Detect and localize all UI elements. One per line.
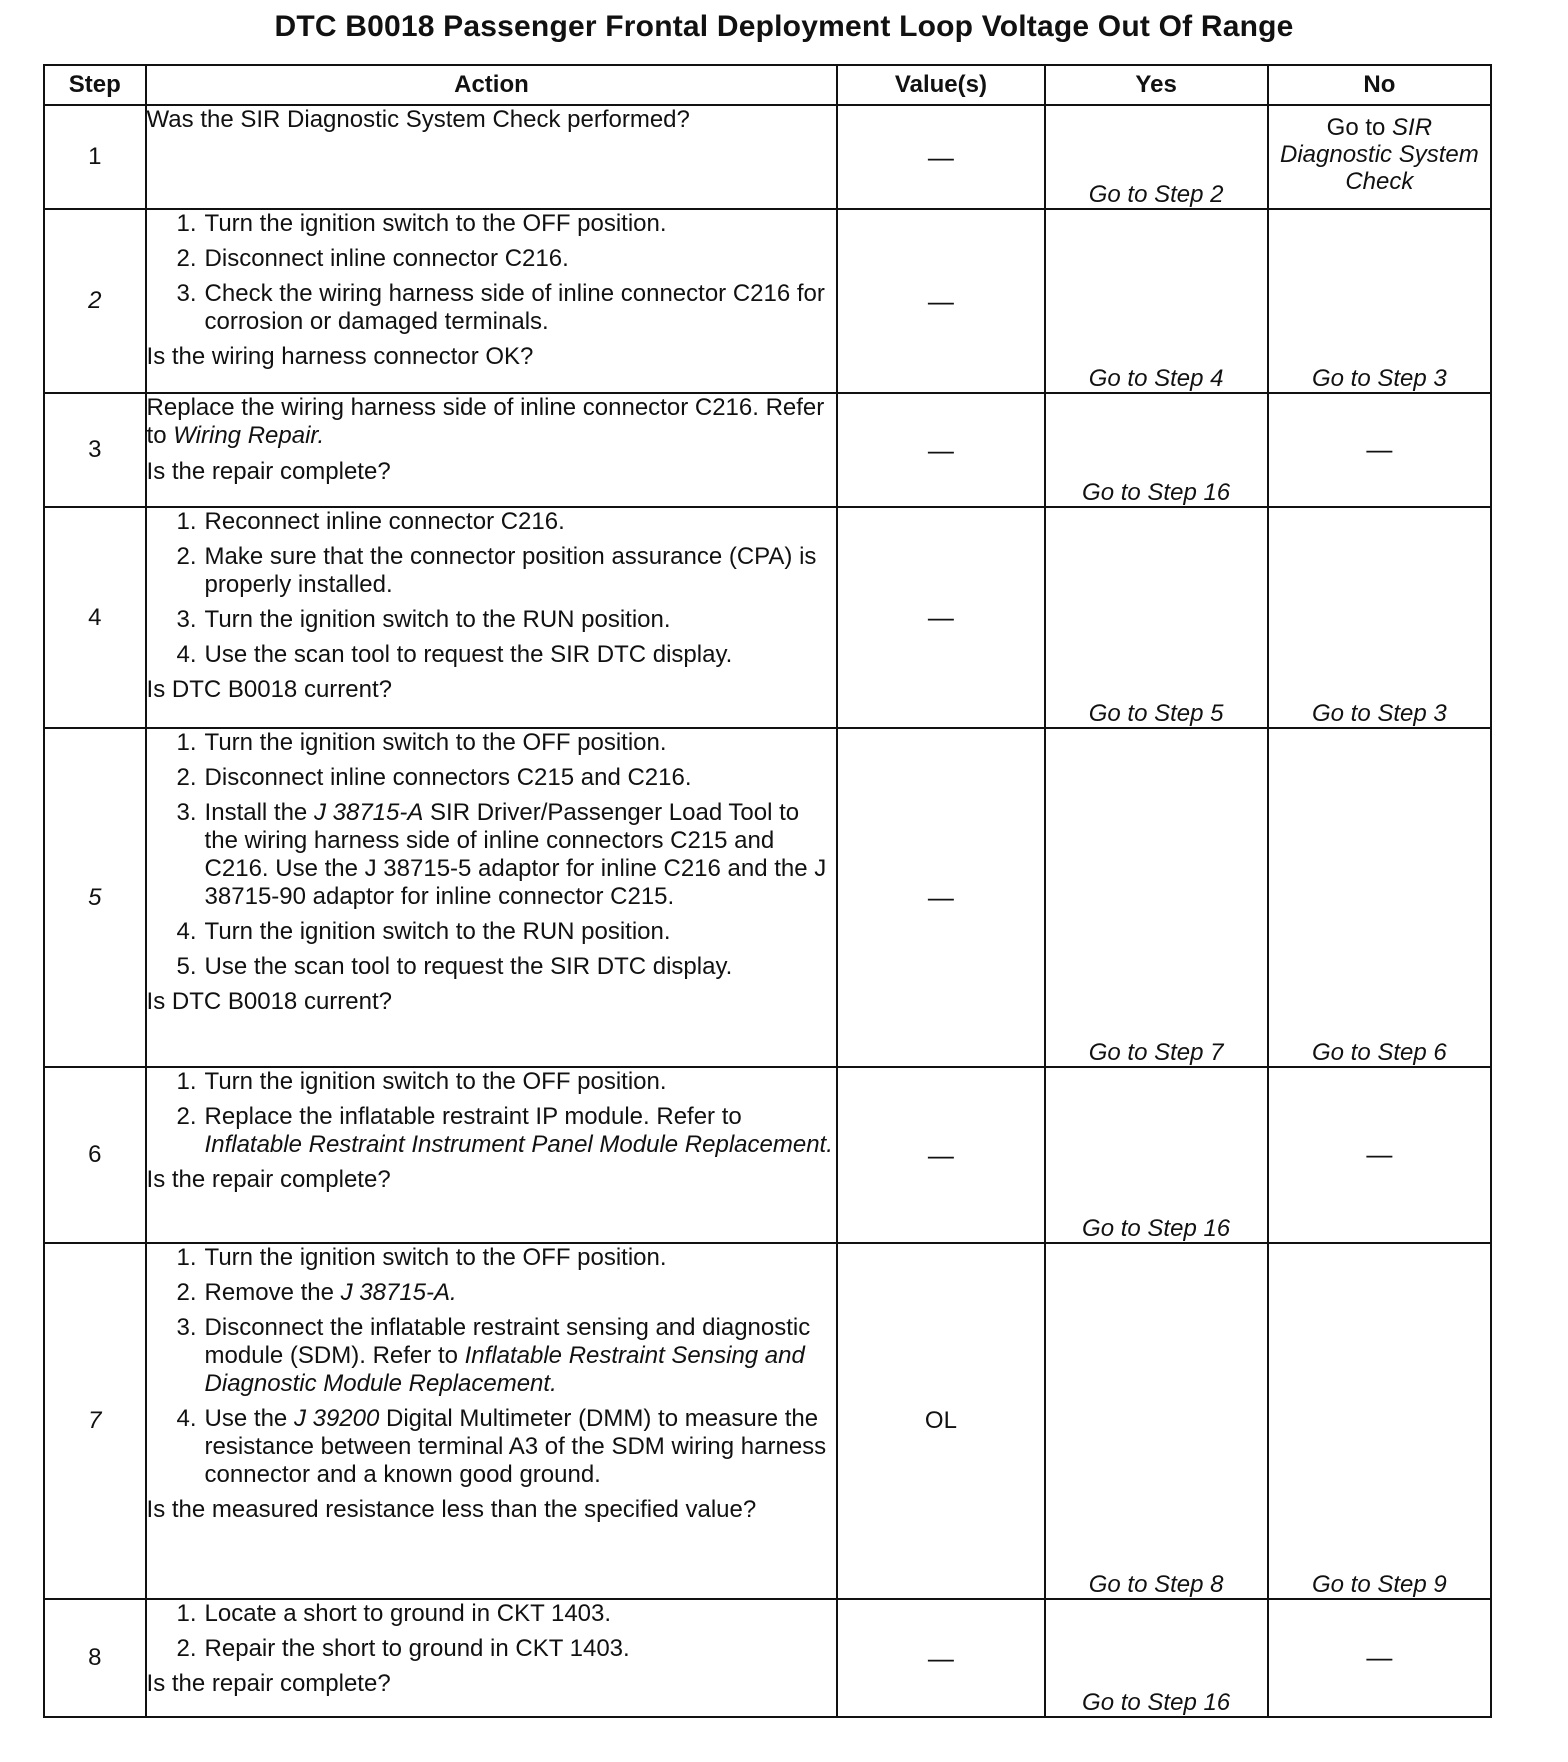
list-item: 1. Reconnect inline connector C216. bbox=[147, 508, 837, 536]
yes-goto-link[interactable]: Go to Step 16 bbox=[1082, 1215, 1231, 1242]
value-text: — bbox=[927, 141, 954, 172]
instruction-text: Digital Multimeter (DMM) to measure the resistance between terminal A3 of the SDM wiring harness connector and a known good ground. bbox=[204, 1405, 827, 1488]
yes-goto-link[interactable]: Go to Step 16 bbox=[1082, 479, 1231, 506]
action-cell bbox=[146, 1243, 838, 1599]
value-cell bbox=[837, 1067, 1044, 1243]
no-goto-link[interactable]: Go to Step 3 bbox=[1311, 700, 1447, 727]
table-row bbox=[44, 1243, 1491, 1599]
action-steps-list bbox=[147, 508, 837, 669]
action-cell bbox=[146, 507, 838, 728]
value-cell bbox=[837, 507, 1044, 728]
list-item-text: Turn the ignition switch to the OFF position. bbox=[204, 729, 667, 756]
tool-name: J 38715-A bbox=[313, 799, 424, 826]
yes-goto-link[interactable]: Go to Step 2 bbox=[1088, 181, 1224, 208]
step-number bbox=[44, 1599, 146, 1717]
list-item-text bbox=[205, 1103, 837, 1159]
instruction-text: Replace the inflatable restraint IP module. Refer to bbox=[204, 1103, 742, 1130]
action-question: Is the measured resistance less than the specified value? bbox=[146, 1496, 757, 1523]
yes-goto-link[interactable]: Go to Step 4 bbox=[1088, 365, 1224, 392]
action-steps-list bbox=[147, 210, 837, 336]
instruction-text: Replace the wiring harness side of inline connector C216. bbox=[146, 394, 759, 421]
step-number-text: 8 bbox=[88, 1644, 102, 1671]
step-number-text: 7 bbox=[88, 1407, 102, 1434]
action-cell bbox=[146, 105, 838, 209]
action-cell bbox=[146, 209, 838, 393]
no-cell bbox=[1268, 728, 1491, 1067]
list-item: 3. Disconnect the inflatable restraint sensing and diagnostic module (SDM). Refer to Inflatable Restraint Sensing and Diagnostic Module Replacement. bbox=[147, 1314, 837, 1398]
instruction-refer: Refer to bbox=[146, 394, 825, 449]
step-number-text: 3 bbox=[88, 436, 102, 463]
list-item: 2. Replace the inflatable restraint IP module. Refer to Inflatable Restraint Instrument Panel Module Replacement. bbox=[147, 1103, 837, 1159]
no-goto-prefix: Go to bbox=[1326, 114, 1386, 141]
list-item-text: Turn the ignition switch to the RUN position. bbox=[204, 918, 671, 945]
step-number bbox=[44, 209, 146, 393]
list-item-text bbox=[205, 1405, 837, 1489]
step-number-text: 5 bbox=[88, 883, 102, 911]
list-item: 3. Turn the ignition switch to the RUN position. bbox=[147, 606, 837, 634]
reference-link[interactable]: Inflatable Restraint Sensing and Diagnostic Module Replacement. bbox=[204, 1342, 805, 1397]
no-cell bbox=[1268, 1067, 1491, 1243]
list-item-text: Disconnect inline connector C216. bbox=[204, 245, 569, 272]
value-cell bbox=[837, 105, 1044, 209]
instruction-text: Use the bbox=[204, 1405, 288, 1432]
list-item: 2. Disconnect inline connector C216. bbox=[147, 245, 837, 273]
step-number-text: 6 bbox=[88, 1141, 102, 1168]
action-cell bbox=[146, 1599, 838, 1717]
list-item-text: Turn the ignition switch to the OFF position. bbox=[204, 1068, 667, 1095]
list-item-text: Use the scan tool to request the SIR DTC display. bbox=[204, 953, 733, 980]
step-number bbox=[44, 728, 146, 1067]
value-text: — bbox=[927, 1139, 954, 1170]
list-item-text: Check the wiring harness side of inline connector C216 for corrosion or damaged terminals. bbox=[204, 280, 825, 335]
list-item: 2. Disconnect inline connectors C215 and C216. bbox=[147, 764, 837, 792]
instruction-text: Remove the bbox=[204, 1279, 334, 1306]
yes-cell bbox=[1045, 728, 1268, 1067]
list-item: 1. Turn the ignition switch to the OFF position. bbox=[147, 210, 837, 238]
action-steps-list bbox=[147, 1068, 837, 1159]
no-cell bbox=[1268, 1599, 1491, 1717]
table-header-row bbox=[44, 65, 1491, 105]
action-question: Is the repair complete? bbox=[146, 1166, 391, 1193]
list-item-text: Turn the ignition switch to the OFF position. bbox=[204, 1244, 667, 1271]
value-cell bbox=[837, 393, 1044, 507]
list-item: 5. Use the scan tool to request the SIR DTC display. bbox=[147, 953, 837, 981]
step-number bbox=[44, 393, 146, 507]
no-cell bbox=[1268, 393, 1491, 507]
yes-cell bbox=[1045, 1243, 1268, 1599]
list-item: 1. Turn the ignition switch to the OFF position. bbox=[147, 1244, 837, 1272]
page-title: DTC B0018 Passenger Frontal Deployment Loop Voltage Out Of Range bbox=[274, 10, 1294, 43]
table-row bbox=[44, 209, 1491, 393]
action-instruction bbox=[147, 394, 837, 450]
instruction-text: Disconnect the inflatable restraint sensing and diagnostic module (SDM). Refer to bbox=[204, 1314, 811, 1369]
no-value-text: — bbox=[1366, 1139, 1393, 1169]
step-number bbox=[44, 1067, 146, 1243]
header-action: Action bbox=[146, 65, 838, 105]
yes-cell bbox=[1045, 507, 1268, 728]
action-question: Was the SIR Diagnostic System Check performed? bbox=[146, 106, 690, 133]
list-item-text: Make sure that the connector position assurance (CPA) is properly installed. bbox=[204, 543, 817, 598]
yes-cell bbox=[1045, 209, 1268, 393]
list-item-text: Turn the ignition switch to the OFF position. bbox=[204, 210, 667, 237]
action-steps-list bbox=[147, 729, 837, 981]
list-item: 3. Check the wiring harness side of inline connector C216 for corrosion or damaged terminals. bbox=[147, 280, 837, 336]
no-goto-link[interactable]: SIR Diagnostic System Check bbox=[1279, 114, 1479, 195]
action-steps-list bbox=[147, 1600, 837, 1663]
step-number-text: 4 bbox=[88, 603, 102, 631]
yes-goto-link[interactable]: Go to Step 16 bbox=[1082, 1689, 1231, 1716]
list-item-text: Locate a short to ground in CKT 1403. bbox=[204, 1600, 612, 1627]
list-item: 1. Turn the ignition switch to the OFF position. bbox=[147, 1068, 837, 1096]
list-item: 4. Use the scan tool to request the SIR DTC display. bbox=[147, 641, 837, 669]
no-value-text: — bbox=[1366, 434, 1393, 464]
action-question: Is DTC B0018 current? bbox=[146, 988, 392, 1015]
value-text: OL bbox=[924, 1407, 957, 1434]
action-cell bbox=[146, 393, 838, 507]
action-cell bbox=[146, 728, 838, 1067]
action-question: Is the repair complete? bbox=[146, 1670, 391, 1697]
yes-goto-link[interactable]: Go to Step 7 bbox=[1088, 1039, 1224, 1066]
tool-name: J 39200 bbox=[293, 1405, 380, 1432]
list-item-text: Turn the ignition switch to the RUN position. bbox=[204, 606, 671, 633]
no-goto-link[interactable]: Go to Step 6 bbox=[1311, 1039, 1447, 1066]
step-number-text: 1 bbox=[88, 143, 102, 170]
table-row bbox=[44, 393, 1491, 507]
value-cell bbox=[837, 1243, 1044, 1599]
step-number bbox=[44, 1243, 146, 1599]
value-cell bbox=[837, 728, 1044, 1067]
action-question: Is the wiring harness connector OK? bbox=[146, 343, 534, 370]
value-text: — bbox=[927, 434, 954, 465]
action-question: Is DTC B0018 current? bbox=[146, 676, 392, 703]
no-cell bbox=[1268, 209, 1491, 393]
list-item: 4. Use the J 39200 Digital Multimeter (DMM) to measure the resistance between terminal A3 of the SDM wiring harness connector and a known good ground. bbox=[147, 1405, 837, 1489]
no-cell bbox=[1268, 507, 1491, 728]
no-goto-link[interactable]: Go to Step 9 bbox=[1311, 1571, 1447, 1598]
value-cell bbox=[837, 1599, 1044, 1717]
step-number-text: 2 bbox=[88, 287, 102, 314]
table-row bbox=[44, 105, 1491, 209]
no-cell bbox=[1268, 1243, 1491, 1599]
header-step: Step bbox=[44, 65, 146, 105]
list-item-text bbox=[205, 1314, 837, 1398]
instruction-text: Install the bbox=[204, 799, 308, 826]
no-value-text: — bbox=[1366, 1642, 1393, 1672]
no-goto-link[interactable]: Go to Step 3 bbox=[1311, 365, 1447, 392]
list-item-text: Disconnect inline connectors C215 and C216. bbox=[204, 764, 692, 791]
action-cell bbox=[146, 1067, 838, 1243]
list-item: 2. Remove the J 38715-A. bbox=[147, 1279, 837, 1307]
value-text: — bbox=[927, 1642, 954, 1673]
instruction-text: SIR Driver/Passenger Load Tool to the wiring harness side of inline connectors C215 and C216. Use the J 38715-5 adaptor for inline C216 and the J 38715-90 adaptor for inline connector C215. bbox=[204, 799, 827, 910]
list-item-text bbox=[205, 799, 837, 911]
list-item-text: Use the scan tool to request the SIR DTC display. bbox=[204, 641, 733, 668]
table-row bbox=[44, 507, 1491, 728]
header-no: No bbox=[1268, 65, 1491, 105]
table-row bbox=[44, 1599, 1491, 1717]
reference-link[interactable]: Wiring Repair. bbox=[173, 422, 325, 449]
list-item: 3. Install the J 38715-A SIR Driver/Passenger Load Tool to the wiring harness side of inline connectors C215 and C216. Use the J 38715-5 adaptor for inline C216 and the J 38715-90 adaptor for inline connector C215. bbox=[147, 799, 837, 911]
yes-cell bbox=[1045, 1599, 1268, 1717]
value-text: — bbox=[927, 602, 954, 632]
diagnostic-table bbox=[43, 64, 1492, 1718]
value-text: — bbox=[927, 882, 954, 912]
header-yes: Yes bbox=[1045, 65, 1268, 105]
list-item: 2. Repair the short to ground in CKT 1403. bbox=[147, 1635, 837, 1663]
list-item-text bbox=[205, 1279, 837, 1307]
list-item-text: Repair the short to ground in CKT 1403. bbox=[204, 1635, 630, 1662]
yes-cell bbox=[1045, 1067, 1268, 1243]
action-steps-list bbox=[147, 1244, 837, 1489]
reference-link[interactable]: Inflatable Restraint Instrument Panel Module Replacement. bbox=[204, 1131, 833, 1158]
list-item: 4. Turn the ignition switch to the RUN position. bbox=[147, 918, 837, 946]
action-question: Is the repair complete? bbox=[146, 458, 391, 485]
list-item: 1. Turn the ignition switch to the OFF position. bbox=[147, 729, 837, 757]
value-text: — bbox=[927, 285, 954, 316]
yes-goto-link[interactable]: Go to Step 5 bbox=[1088, 700, 1224, 727]
step-number bbox=[44, 105, 146, 209]
list-item-text: Reconnect inline connector C216. bbox=[204, 508, 565, 535]
table-row bbox=[44, 1067, 1491, 1243]
tool-name: J 38715-A. bbox=[340, 1279, 457, 1306]
table-row bbox=[44, 728, 1491, 1067]
yes-cell bbox=[1045, 393, 1268, 507]
no-cell bbox=[1268, 105, 1491, 209]
list-item: 2. Make sure that the connector position assurance (CPA) is properly installed. bbox=[147, 543, 837, 599]
list-item: 1. Locate a short to ground in CKT 1403. bbox=[147, 1600, 837, 1628]
yes-goto-link[interactable]: Go to Step 8 bbox=[1088, 1571, 1224, 1598]
header-values: Value(s) bbox=[837, 65, 1044, 105]
yes-cell bbox=[1045, 105, 1268, 209]
step-number bbox=[44, 507, 146, 728]
value-cell bbox=[837, 209, 1044, 393]
